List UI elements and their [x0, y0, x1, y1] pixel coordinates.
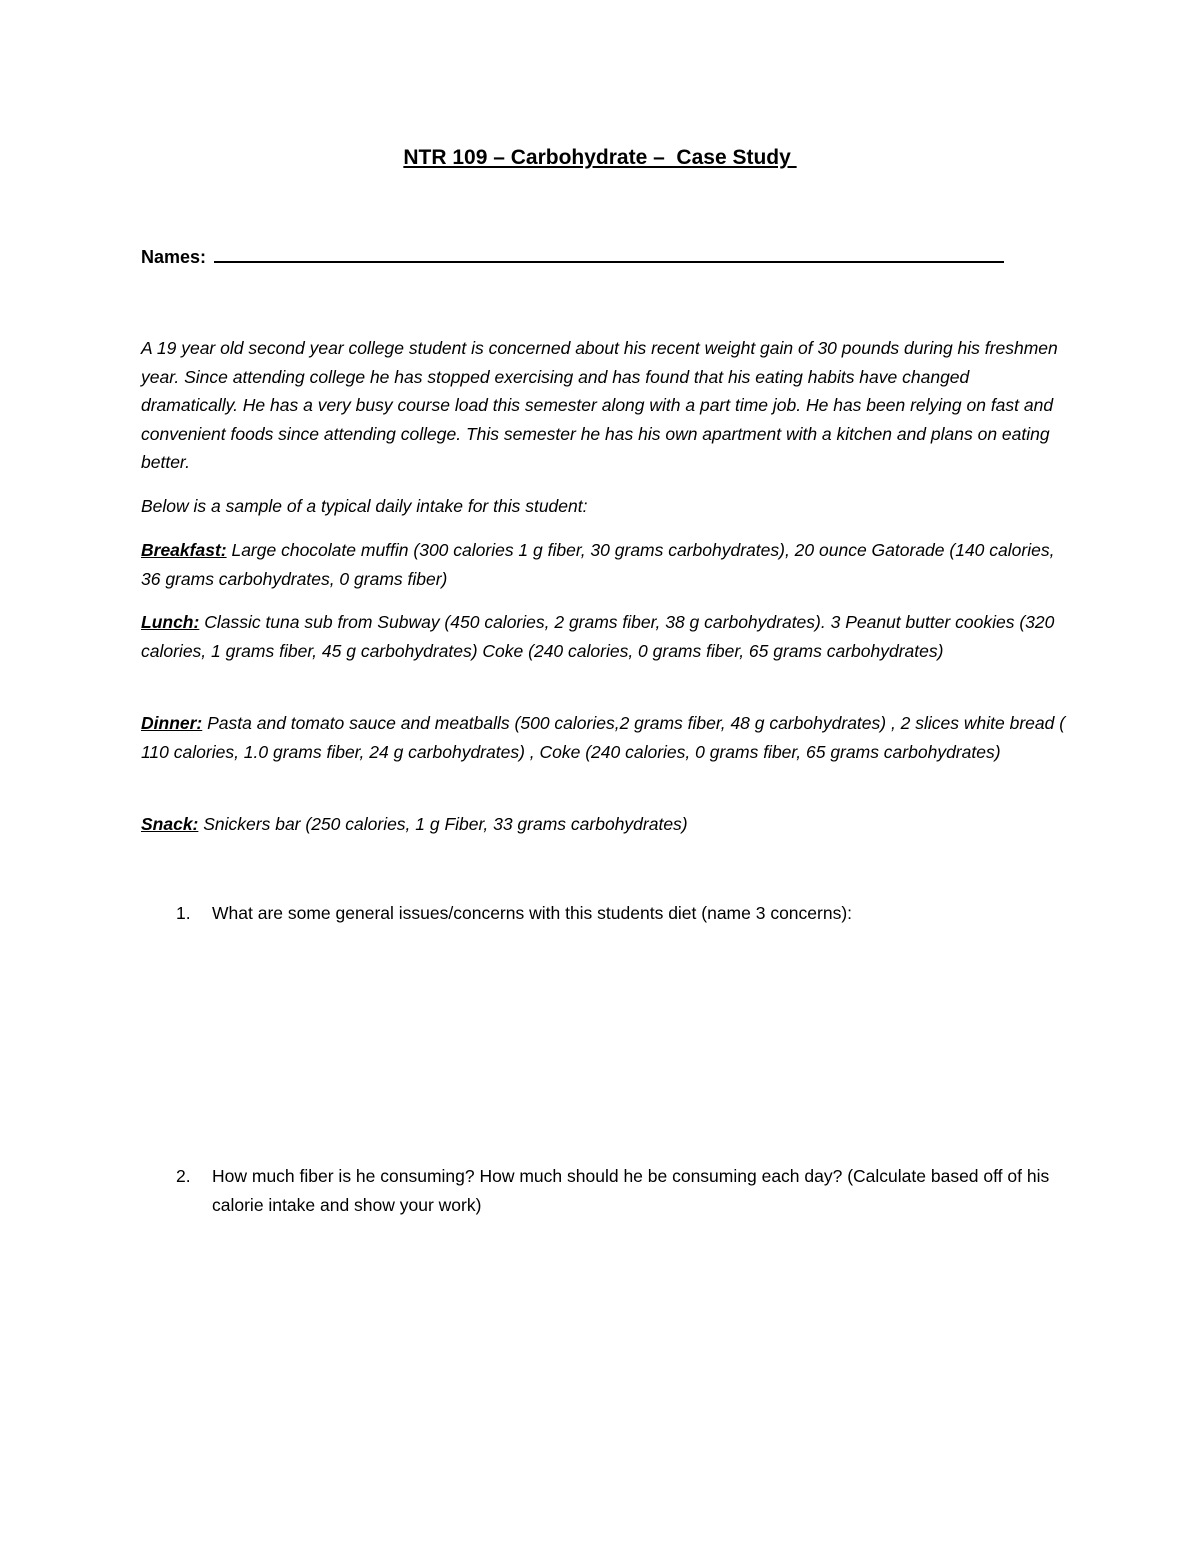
meal-text-lunch: Classic tuna sub from Subway (450 calories, 2 grams fiber, 38 g carbohydrates). 3 Peanut butter cookies (320 calories, 1 grams fiber, 45 g carbohydrates) Coke (240 calories, 0 grams fiber, 65 grams carbohydrates) [141, 612, 1055, 661]
question-1-number: 1. [176, 903, 191, 923]
question-1 [176, 899, 1056, 928]
meal-text-breakfast: Large chocolate muffin (300 calories 1 g fiber, 30 grams carbohydrates), 20 ounce Gatorade (140 calories, 36 grams carbohydrates, 0 grams fiber) [141, 540, 1055, 589]
meal-dinner [141, 709, 1071, 766]
names-field [141, 247, 1004, 268]
meal-text-dinner: Pasta and tomato sauce and meatballs (500 calories,2 grams fiber, 48 g carbohydrates) , 2 slices white bread ( 110 calories, 1.0 grams fiber, 24 g carbohydrates) , Coke (240 calories, 0 grams fiber, 65 grams carbohydrates) [141, 713, 1066, 762]
meal-snack [141, 810, 1071, 839]
meal-lunch [141, 608, 1071, 665]
question-1-text: What are some general issues/concerns with this students diet (name 3 concerns): [212, 903, 853, 923]
question-2 [176, 1162, 1056, 1219]
document-title: NTR 109 – Carbohydrate – Case Study [403, 146, 797, 169]
case-description: A 19 year old second year college student is concerned about his recent weight gain of 30 pounds during his freshmen year. Since attending college he has stopped exercising and has found that his eating habits have changed dramatically. He has a very busy course load this semester along with a part time job. He has been relying on fast and convenient foods since attending college. This semester he has his own apartment with a kitchen and plans on eating better. [141, 338, 1058, 473]
sample-intake-intro: Below is a sample of a typical daily intake for this student: [141, 496, 588, 516]
meal-label-breakfast: Breakfast: [141, 540, 227, 560]
question-2-text: How much fiber is he consuming? How much should he be consuming each day? (Calculate based off of his calorie intake and show your work) [212, 1166, 1050, 1215]
meal-text-snack: Snickers bar (250 calories, 1 g Fiber, 33 grams carbohydrates) [198, 814, 688, 834]
names-label: Names: [141, 247, 207, 267]
names-blank-line [214, 247, 1004, 263]
question-2-number: 2. [176, 1166, 191, 1186]
meal-breakfast [141, 536, 1071, 593]
meal-label-snack: Snack: [141, 814, 199, 834]
meal-label-lunch: Lunch: [141, 612, 200, 632]
meal-label-dinner: Dinner: [141, 713, 203, 733]
